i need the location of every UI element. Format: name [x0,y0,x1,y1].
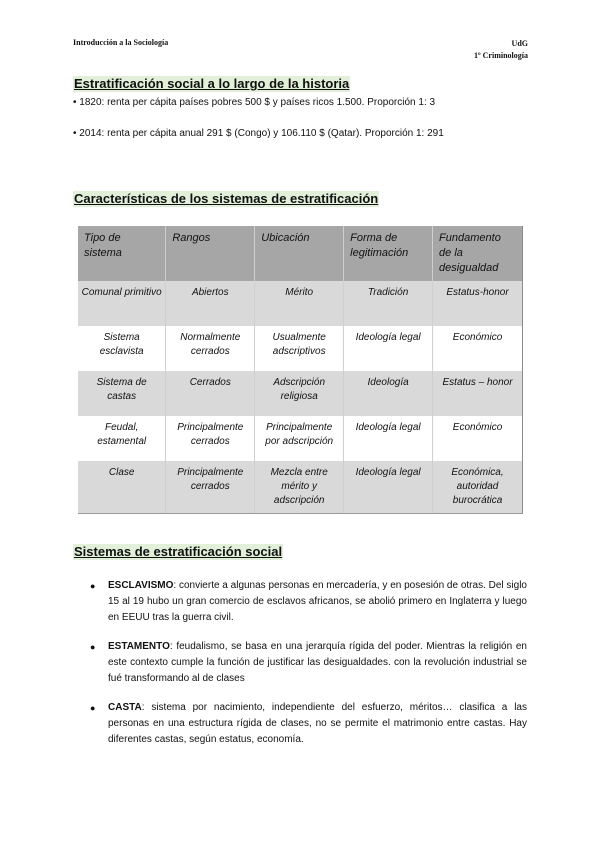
table-cell: Económico [433,326,523,371]
table-header-cell: Ubicación [255,226,344,281]
table-cell: Económica, autoridad burocrática [433,461,523,514]
table-cell: Ideología legal [344,416,433,461]
header-institution: UdG [511,39,528,48]
system-term: ESCLAVISMO [108,580,174,591]
table-cell: Usualmente adscriptivos [255,326,344,371]
bullet-icon: ● [90,581,96,591]
table-cell: Sistema esclavista [78,326,166,371]
header-program: 1º Criminología [474,51,528,60]
table-cell: Sistema de castas [78,371,166,416]
table-cell: Tradición [344,281,433,326]
table-cell: Ideología legal [344,326,433,371]
table-cell: Adscripción religiosa [255,371,344,416]
bullet-icon: ● [90,703,96,713]
table-row [78,281,523,326]
table-cell: Cerrados [166,371,255,416]
table-cell: Normalmente cerrados [166,326,255,371]
table-cell: Comunal primitivo [78,281,166,326]
list-item [90,578,527,626]
table-cell: Estatus – honor [433,371,523,416]
table-cell: Económico [433,416,523,461]
header-course: Introducción a la Sociología [73,38,169,47]
system-description: : feudalismo, se basa en una jerarquía rígida del poder. Mientras la religión en este contexto cumple la función de justificar las desigualdades. con la revolución industrial se fué transformando al de clases [108,641,527,684]
table-cell: Mérito [255,281,344,326]
table-cell: Principalmente cerrados [166,461,255,514]
header-right [474,38,528,62]
table-cell: Clase [78,461,166,514]
section-history-title: Estratificación social a lo largo de la historia [74,76,350,91]
table-cell: Estatus-honor [433,281,523,326]
table-row [78,326,523,371]
system-term: ESTAMENTO [108,641,170,652]
table-cell: Principalmente por adscripción [255,416,344,461]
system-description: : convierte a algunas personas en mercadería, y en posesión de otras. Del siglo 15 al 19 hubo un gran comercio de esclavos africanos, se abolió primero en Inglaterra y luego en EEUU tras la guerra civil. [108,580,527,623]
list-item [90,700,527,748]
system-description: : sistema por nacimiento, independiente del esfuerzo, méritos… clasifica a las personas en una estructura rígida de clases, no se permite el matrimonio entre castas. Hay diferentes castas, según estatus, economía. [108,702,527,745]
table-header-cell: Forma de legitimación [344,226,433,281]
history-bullet-1820: • 1820: renta per cápita países pobres 500 $ y países ricos 1.500. Proporción 1: 3 [73,97,436,108]
table-row [78,416,523,461]
systems-list [90,578,527,761]
bullet-icon: ● [90,642,96,652]
table-header-cell: Rangos [166,226,255,281]
table-header-cell: Fundamento de la desigualdad [433,226,523,281]
table-cell: Abiertos [166,281,255,326]
section-characteristics-title: Características de los sistemas de estratificación [74,191,379,206]
history-bullet-2014: • 2014: renta per cápita anual 291 $ (Congo) y 106.110 $ (Qatar). Proporción 1: 291 [73,128,444,139]
table-cell: Ideología [344,371,433,416]
section-systems-title: Sistemas de estratificación social [74,544,283,559]
system-term: CASTA [108,702,142,713]
table-cell: Ideología legal [344,461,433,514]
table-cell: Mezcla entre mérito y adscripción [255,461,344,514]
table-row [78,371,523,416]
list-item [90,639,527,687]
table-cell: Feudal, estamental [78,416,166,461]
table-header-row [78,226,523,281]
table-cell: Principalmente cerrados [166,416,255,461]
stratification-table [78,226,523,514]
table-header-cell: Tipo de sistema [78,226,166,281]
table-row [78,461,523,514]
